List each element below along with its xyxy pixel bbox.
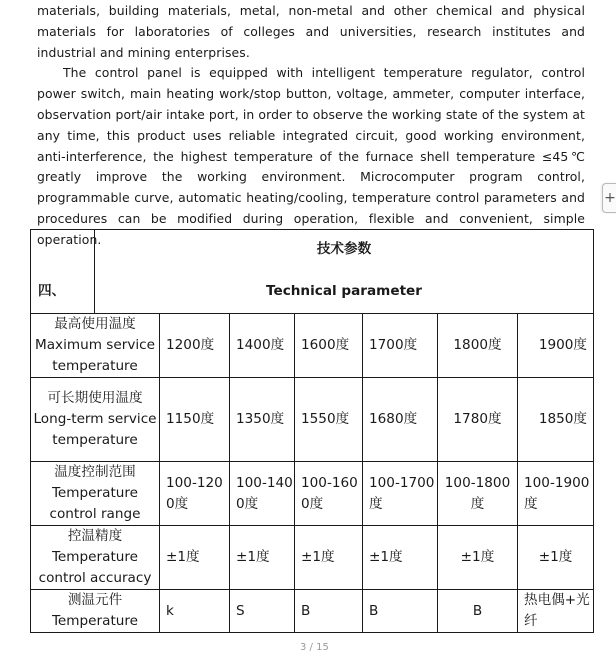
row-label-en: Temperature control range bbox=[49, 485, 141, 522]
table-row bbox=[31, 314, 594, 378]
row-label-cn: 测温元件 bbox=[67, 592, 123, 608]
table-cell: 1600度 bbox=[295, 314, 363, 378]
table-cell: 1200度 bbox=[160, 314, 230, 378]
table-cell: 热电偶+光纤 bbox=[518, 590, 594, 633]
document-page bbox=[30, 0, 593, 651]
table-cell: ±1度 bbox=[160, 526, 230, 590]
table-row bbox=[31, 462, 594, 526]
expand-tab-button[interactable] bbox=[602, 183, 616, 213]
row-label bbox=[31, 590, 160, 633]
section-title-cell bbox=[95, 230, 594, 314]
row-label-cn: 可长期使用温度 bbox=[47, 390, 143, 406]
row-label-en: Long-term service temperature bbox=[33, 411, 157, 448]
table-cell: ±1度 bbox=[295, 526, 363, 590]
page-indicator: 3 / 15 bbox=[300, 642, 329, 653]
table-cell: B bbox=[295, 590, 363, 633]
row-label-cn: 控温精度 bbox=[67, 528, 123, 544]
intro-paragraph-2: The control panel is equipped with intelligent temperature regulator, control power switch, main heating work/stop button, voltage, ammeter, computer interface, observation port/air intake port, in order to observe the working state of the system at any time, this product uses reliable integrated circuit, good working environment, anti-interference, the highest temperature of the furnace shell temperature ≤45℃ greatly improve the working environment. Microcomputer program control, programmable curve, automatic heating/cooling, temperature control parameters and procedures can be modified during operation, flexible and convenient, simple operation. bbox=[37, 65, 585, 247]
table-cell: 1850度 bbox=[518, 378, 594, 462]
table-cell: 1680度 bbox=[363, 378, 438, 462]
table-cell: 100-1700度 bbox=[363, 462, 438, 526]
table-row bbox=[31, 526, 594, 590]
table-cell: B bbox=[438, 590, 518, 633]
row-label-en: Temperature bbox=[51, 613, 139, 629]
row-label bbox=[31, 462, 160, 526]
technical-parameter-table bbox=[30, 229, 594, 633]
table-cell: 100-1800度 bbox=[438, 462, 518, 526]
section-number: 四、 bbox=[31, 230, 95, 314]
row-label bbox=[31, 526, 160, 590]
row-label-en: Temperature control accuracy bbox=[38, 549, 152, 586]
section-heading-row bbox=[31, 230, 594, 314]
table-row bbox=[31, 590, 594, 633]
table-cell: ±1度 bbox=[438, 526, 518, 590]
row-label-cn: 温度控制范围 bbox=[54, 464, 136, 480]
section-title-cn: 技术参数 bbox=[316, 241, 372, 257]
table-cell: ±1度 bbox=[363, 526, 438, 590]
table-cell: 1550度 bbox=[295, 378, 363, 462]
row-label-cn: 最高使用温度 bbox=[54, 316, 136, 332]
table-cell: 100-1200度 bbox=[160, 462, 230, 526]
table-cell: ±1度 bbox=[230, 526, 295, 590]
table-cell: 1780度 bbox=[438, 378, 518, 462]
table-cell: 1800度 bbox=[438, 314, 518, 378]
table-cell: 100-1900度 bbox=[518, 462, 594, 526]
table-cell: 1150度 bbox=[160, 378, 230, 462]
table-cell: k bbox=[160, 590, 230, 633]
table-cell: 1350度 bbox=[230, 378, 295, 462]
row-label-en: Maximum service temperature bbox=[35, 337, 155, 374]
table-cell: 100-1400度 bbox=[230, 462, 295, 526]
intro-paragraph-1: materials, building materials, metal, non-metal and other chemical and physical materials for laboratories of colleges and universities, research institutes and industrial and mining enterprises. bbox=[37, 3, 585, 60]
table-cell: 1400度 bbox=[230, 314, 295, 378]
table-cell: 100-1600度 bbox=[295, 462, 363, 526]
row-label bbox=[31, 378, 160, 462]
table-cell: B bbox=[363, 590, 438, 633]
section-title-en: Technical parameter bbox=[266, 283, 422, 299]
table-row bbox=[31, 378, 594, 462]
plus-icon: + bbox=[604, 190, 616, 206]
table-cell: 1900度 bbox=[518, 314, 594, 378]
table-cell: ±1度 bbox=[518, 526, 594, 590]
table-cell: 1700度 bbox=[363, 314, 438, 378]
row-label bbox=[31, 314, 160, 378]
table-cell: S bbox=[230, 590, 295, 633]
